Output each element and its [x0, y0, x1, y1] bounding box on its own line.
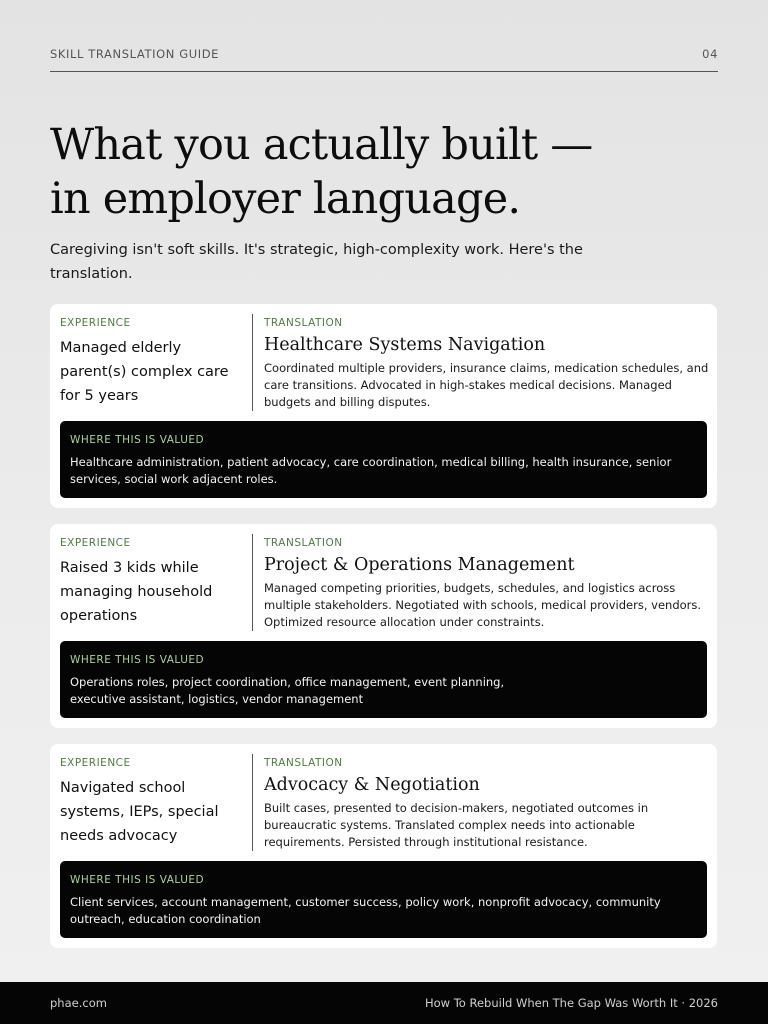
- where-valued-panel: [60, 421, 707, 498]
- page-footer: [0, 982, 768, 1024]
- skill-card-operations: [50, 524, 717, 728]
- where-valued-label: WHERE THIS IS VALUED: [70, 654, 205, 666]
- translation-column: [264, 536, 710, 631]
- translation-title: Healthcare Systems Navigation: [264, 335, 546, 355]
- where-valued-text: Client services, account management, customer success, policy work, nonprofit advocacy, community outreach, education coordination: [70, 895, 661, 926]
- where-valued-panel: [60, 641, 707, 718]
- footer-publication: How To Rebuild When The Gap Was Worth It · 2026: [424, 996, 718, 1010]
- title-line-1: What you actually built —: [50, 120, 593, 170]
- skill-card-healthcare: [50, 304, 717, 508]
- translation-title: Project & Operations Management: [264, 555, 575, 575]
- page-title: [50, 118, 690, 226]
- where-valued-text: Healthcare administration, patient advocacy, care coordination, medical billing, health insurance, senior services, social work adjacent roles.: [70, 455, 672, 486]
- translation-column: [264, 316, 710, 411]
- page-number: 04: [702, 47, 718, 61]
- page-header: [50, 46, 718, 72]
- translation-description: Coordinated multiple providers, insurance claims, medication schedules, and care transitions. Advocated in high-stakes medical decisions. Managed budgets and billing disputes.: [264, 361, 709, 409]
- where-valued-label: WHERE THIS IS VALUED: [70, 434, 205, 446]
- experience-column: [60, 536, 240, 628]
- experience-label: EXPERIENCE: [60, 317, 131, 329]
- experience-text: Raised 3 kids while managing household operations: [60, 560, 213, 624]
- title-line-2: in employer language.: [50, 174, 521, 224]
- guide-label: SKILL TRANSLATION GUIDE: [50, 47, 220, 61]
- column-divider: [252, 754, 253, 851]
- column-divider: [252, 314, 253, 411]
- translation-label: TRANSLATION: [264, 317, 343, 329]
- experience-label: EXPERIENCE: [60, 537, 131, 549]
- page-subtitle: Caregiving isn't soft skills. It's strategic, high-complexity work. Here's the translation.: [50, 242, 583, 282]
- translation-label: TRANSLATION: [264, 537, 343, 549]
- translation-label: TRANSLATION: [264, 757, 343, 769]
- where-valued-label: WHERE THIS IS VALUED: [70, 874, 205, 886]
- experience-label: EXPERIENCE: [60, 757, 131, 769]
- experience-text: Navigated school systems, IEPs, special needs advocacy: [60, 780, 219, 844]
- experience-column: [60, 756, 240, 848]
- footer-site: phae.com: [50, 996, 107, 1010]
- translation-column: [264, 756, 710, 851]
- experience-text: Managed elderly parent(s) complex care for 5 years: [60, 340, 229, 404]
- where-valued-text: Operations roles, project coordination, office management, event planning, executive assistant, logistics, vendor management: [70, 675, 505, 706]
- translation-description: Managed competing priorities, budgets, schedules, and logistics across multiple stakeholders. Negotiated with schools, medical providers, vendors. Optimized resource allocation under constraints.: [264, 581, 702, 629]
- column-divider: [252, 534, 253, 631]
- where-valued-panel: [60, 861, 707, 938]
- skill-card-advocacy: [50, 744, 717, 948]
- experience-column: [60, 316, 240, 408]
- translation-title: Advocacy & Negotiation: [264, 775, 480, 795]
- translation-description: Built cases, presented to decision-makers, negotiated outcomes in bureaucratic systems. Translated complex needs into actionable requirements. Persisted through institutional resistance.: [264, 801, 649, 849]
